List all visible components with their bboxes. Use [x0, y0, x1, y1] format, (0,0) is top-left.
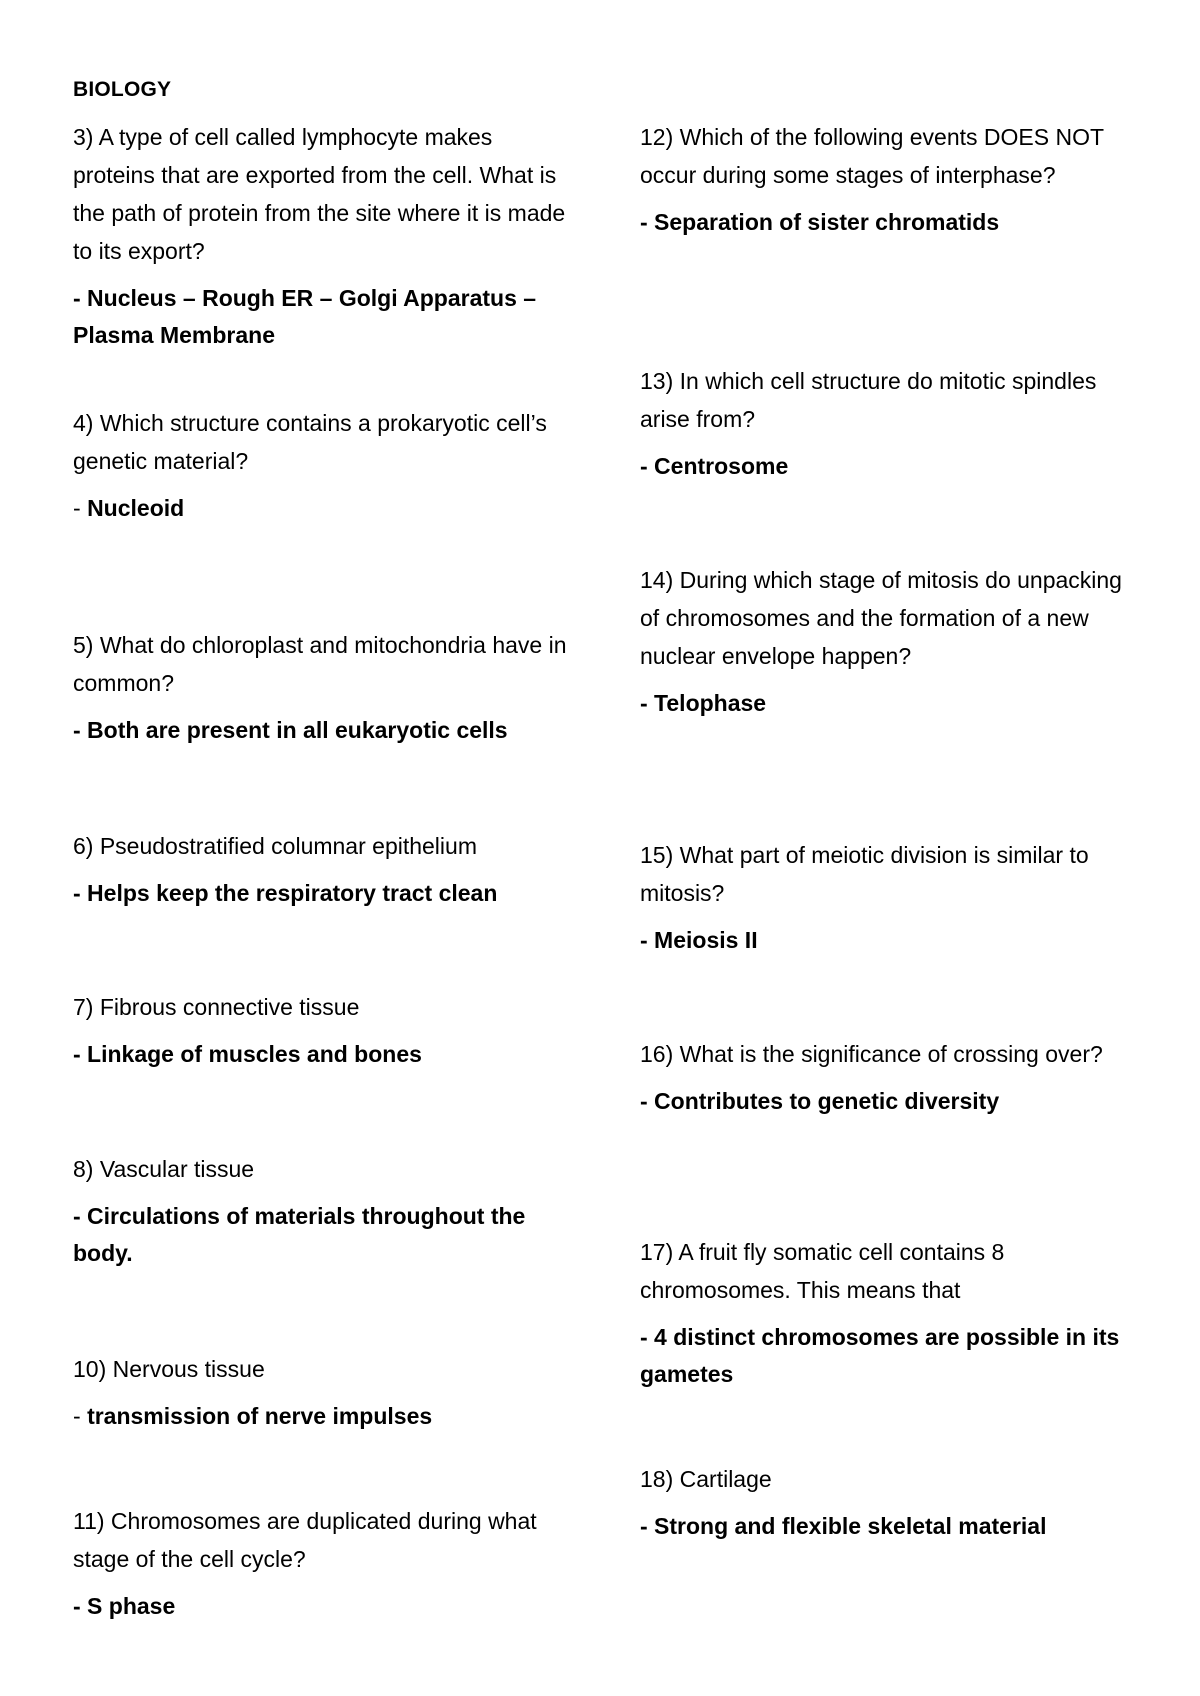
question-text: 3) A type of cell called lymphocyte makes proteins that are exported from the cell. What is the path of protein from the site where it is made to its export?	[73, 124, 566, 264]
answer-value: Nucleoid	[87, 495, 185, 521]
answer-text: - Telophase	[640, 690, 767, 716]
question-item	[640, 1233, 1140, 1393]
question-item	[73, 1502, 573, 1625]
answer-prefix: -	[73, 1403, 88, 1429]
answer-text: - Helps keep the respiratory tract clean	[73, 880, 498, 906]
question-text: 5) What do chloroplast and mitochondria have in common?	[73, 632, 567, 696]
question-text: 10) Nervous tissue	[73, 1356, 265, 1382]
answer-text: - Strong and flexible skeletal material	[640, 1513, 1047, 1539]
question-item	[73, 1350, 573, 1435]
question-text: 6) Pseudostratified columnar epithelium	[73, 833, 477, 859]
question-text: 15) What part of meiotic division is similar to mitosis?	[640, 842, 1089, 906]
question-item	[73, 404, 573, 527]
answer-text	[73, 1398, 573, 1435]
question-item	[640, 1035, 1140, 1120]
question-item	[640, 561, 1140, 722]
question-item	[73, 1150, 573, 1272]
answer-prefix: -	[73, 495, 88, 521]
question-text: 11) Chromosomes are duplicated during what stage of the cell cycle?	[73, 1508, 537, 1572]
answer-value: transmission of nerve impulses	[87, 1403, 433, 1429]
answer-text: - Linkage of muscles and bones	[73, 1041, 422, 1067]
question-item	[73, 626, 573, 749]
answer-text: - Meiosis II	[640, 927, 758, 953]
answer-text: - Centrosome	[640, 453, 789, 479]
question-item	[73, 827, 573, 912]
question-item	[640, 118, 1140, 241]
question-text: 8) Vascular tissue	[73, 1156, 255, 1182]
question-text: 7) Fibrous connective tissue	[73, 994, 360, 1020]
answer-text: - Separation of sister chromatids	[640, 209, 1000, 235]
question-text: 13) In which cell structure do mitotic spindles arise from?	[640, 368, 1097, 432]
question-text: 4) Which structure contains a prokaryotic cell’s genetic material?	[73, 410, 547, 474]
answer-text: - Both are present in all eukaryotic cells	[73, 717, 508, 743]
question-text: 18) Cartilage	[640, 1466, 772, 1492]
answer-text: - 4 distinct chromosomes are possible in its gametes	[640, 1324, 1120, 1387]
question-text: 14) During which stage of mitosis do unpacking of chromosomes and the formation of a new nuclear envelope happen?	[640, 567, 1122, 669]
question-item	[640, 836, 1140, 959]
question-item	[640, 1460, 1140, 1545]
question-text: 17) A fruit fly somatic cell contains 8 chromosomes. This means that	[640, 1239, 1005, 1303]
question-text: 12) Which of the following events DOES NOT occur during some stages of interphase?	[640, 124, 1104, 188]
answer-text	[73, 490, 573, 527]
answer-text: - Nucleus – Rough ER – Golgi Apparatus – Plasma Membrane	[73, 285, 537, 348]
question-text: 16) What is the significance of crossing over?	[640, 1041, 1103, 1067]
answer-text: - Contributes to genetic diversity	[640, 1088, 1000, 1114]
page-title: BIOLOGY	[73, 78, 172, 101]
answer-text: - Circulations of materials throughout the body.	[73, 1203, 526, 1266]
question-item	[640, 362, 1140, 485]
question-item	[73, 988, 573, 1073]
question-item	[73, 118, 573, 354]
answer-text: - S phase	[73, 1593, 176, 1619]
